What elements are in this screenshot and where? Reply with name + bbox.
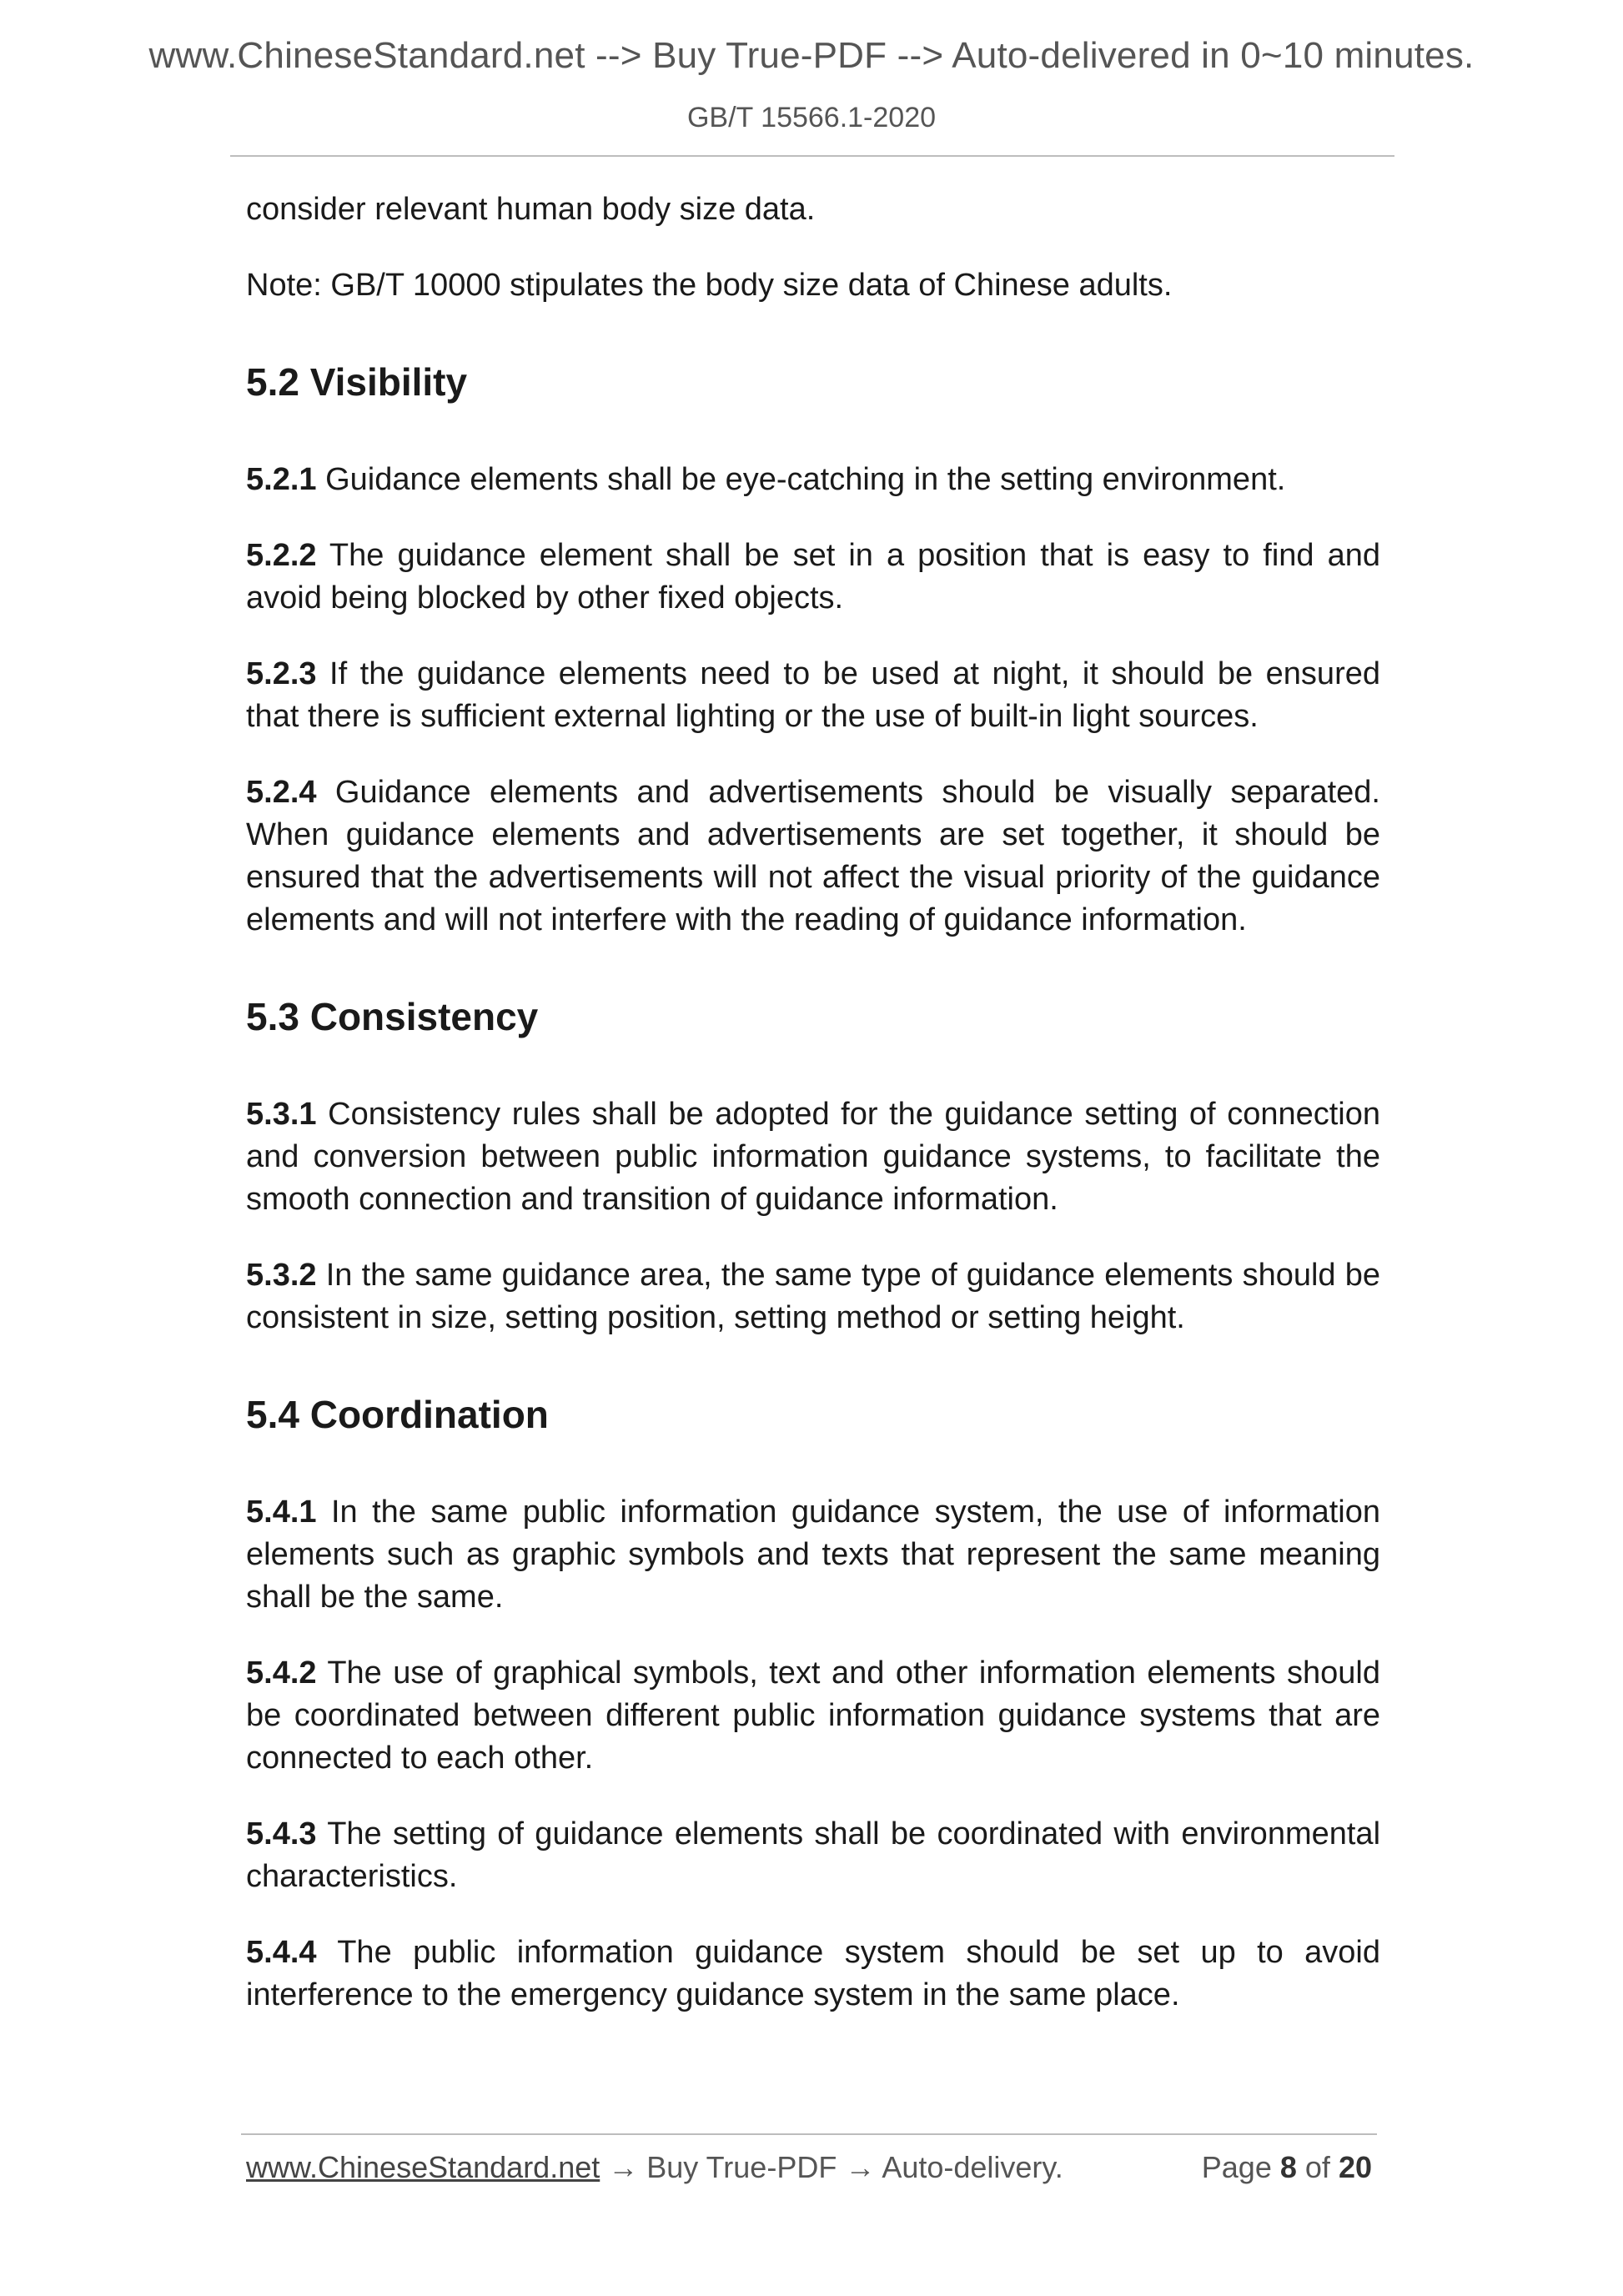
page-total: 20: [1338, 2150, 1372, 2184]
page-of: of: [1304, 2150, 1330, 2184]
clause-number: 5.2.2: [246, 538, 317, 573]
clause-5-4-4: [246, 1932, 1380, 2017]
footer-site-link[interactable]: www.ChineseStandard.net: [246, 2150, 600, 2184]
clause-number: 5.4.3: [246, 1816, 317, 1851]
footer-divider: [241, 2133, 1377, 2135]
header-divider: [230, 155, 1394, 157]
top-banner: www.ChineseStandard.net --> Buy True-PDF --> Auto-delivered in 0~10 minutes.: [148, 35, 1475, 76]
clause-text: The public information guidance system should be set up to avoid interference to the emergency guidance system in the same place.: [246, 1935, 1380, 2012]
clause-number: 5.2.4: [246, 775, 317, 810]
clause-text: In the same guidance area, the same type of guidance elements should be consistent in size, setting position, setting method or setting height.: [246, 1258, 1380, 1335]
section-heading-5-4: 5.4 Coordination: [246, 1393, 549, 1436]
clause-text: The use of graphical symbols, text and other information elements should be coordinated between different public information guidance systems that are connected to each other.: [246, 1655, 1381, 1776]
footer-tagline: → Buy True-PDF → Auto-delivery.: [600, 2150, 1063, 2184]
clause-5-3-2: [246, 1254, 1380, 1339]
clause-number: 5.3.1: [246, 1097, 317, 1132]
clause-number: 5.4.1: [246, 1495, 317, 1530]
clause-number: 5.2.1: [246, 462, 317, 497]
clause-text: In the same public information guidance system, the use of information elements such as graphic symbols and texts that represent the same meaning shall be the same.: [246, 1495, 1380, 1615]
clause-5-2-2: [246, 535, 1380, 620]
clause-5-2-1: [246, 459, 1380, 501]
clause-text: The guidance element shall be set in a position that is easy to find and avoid being blocked by other fixed objects.: [246, 538, 1380, 615]
page-content: [246, 188, 1380, 2050]
clause-number: 5.3.2: [246, 1258, 317, 1293]
clause-5-4-3: [246, 1813, 1380, 1898]
clause-text: Guidance elements and advertisements should be visually separated. When guidance elements and advertisements are set together, it should be ensured that the advertisements will not affect the visual priority of the guidance elements and will not interfere with the reading of guidance information.: [246, 775, 1380, 937]
standard-code: GB/T 15566.1-2020: [686, 102, 937, 133]
clause-text: If the guidance elements need to be used at night, it should be ensured that there is sufficient external lighting or the use of built-in light sources.: [246, 656, 1380, 734]
clause-5-4-2: [246, 1652, 1380, 1780]
page-label: Page: [1201, 2150, 1272, 2184]
clause-text: Guidance elements shall be eye-catching in the setting environment.: [325, 462, 1286, 497]
section-heading-5-2: 5.2 Visibility: [246, 360, 468, 404]
clause-5-2-3: [246, 653, 1380, 738]
footer: [246, 2150, 1380, 2185]
note-line: Note: GB/T 10000 stipulates the body size data of Chinese adults.: [246, 268, 1173, 303]
clause-text: Consistency rules shall be adopted for the guidance setting of connection and conversion between public information guidance systems, to facilitate the smooth connection and transition of guidance information.: [246, 1097, 1380, 1217]
clause-5-4-1: [246, 1491, 1380, 1619]
clause-5-2-4: [246, 771, 1380, 942]
clause-number: 5.4.2: [246, 1655, 317, 1691]
page-current: 8: [1279, 2150, 1297, 2184]
page-indicator: [1202, 2150, 1372, 2185]
clause-text: The setting of guidance elements shall be coordinated with environmental characteristics.: [246, 1816, 1381, 1894]
intro-line: consider relevant human body size data.: [246, 192, 816, 227]
clause-number: 5.2.3: [246, 656, 317, 691]
clause-number: 5.4.4: [246, 1935, 317, 1970]
section-heading-5-3: 5.3 Consistency: [246, 995, 539, 1038]
clause-5-3-1: [246, 1093, 1380, 1221]
